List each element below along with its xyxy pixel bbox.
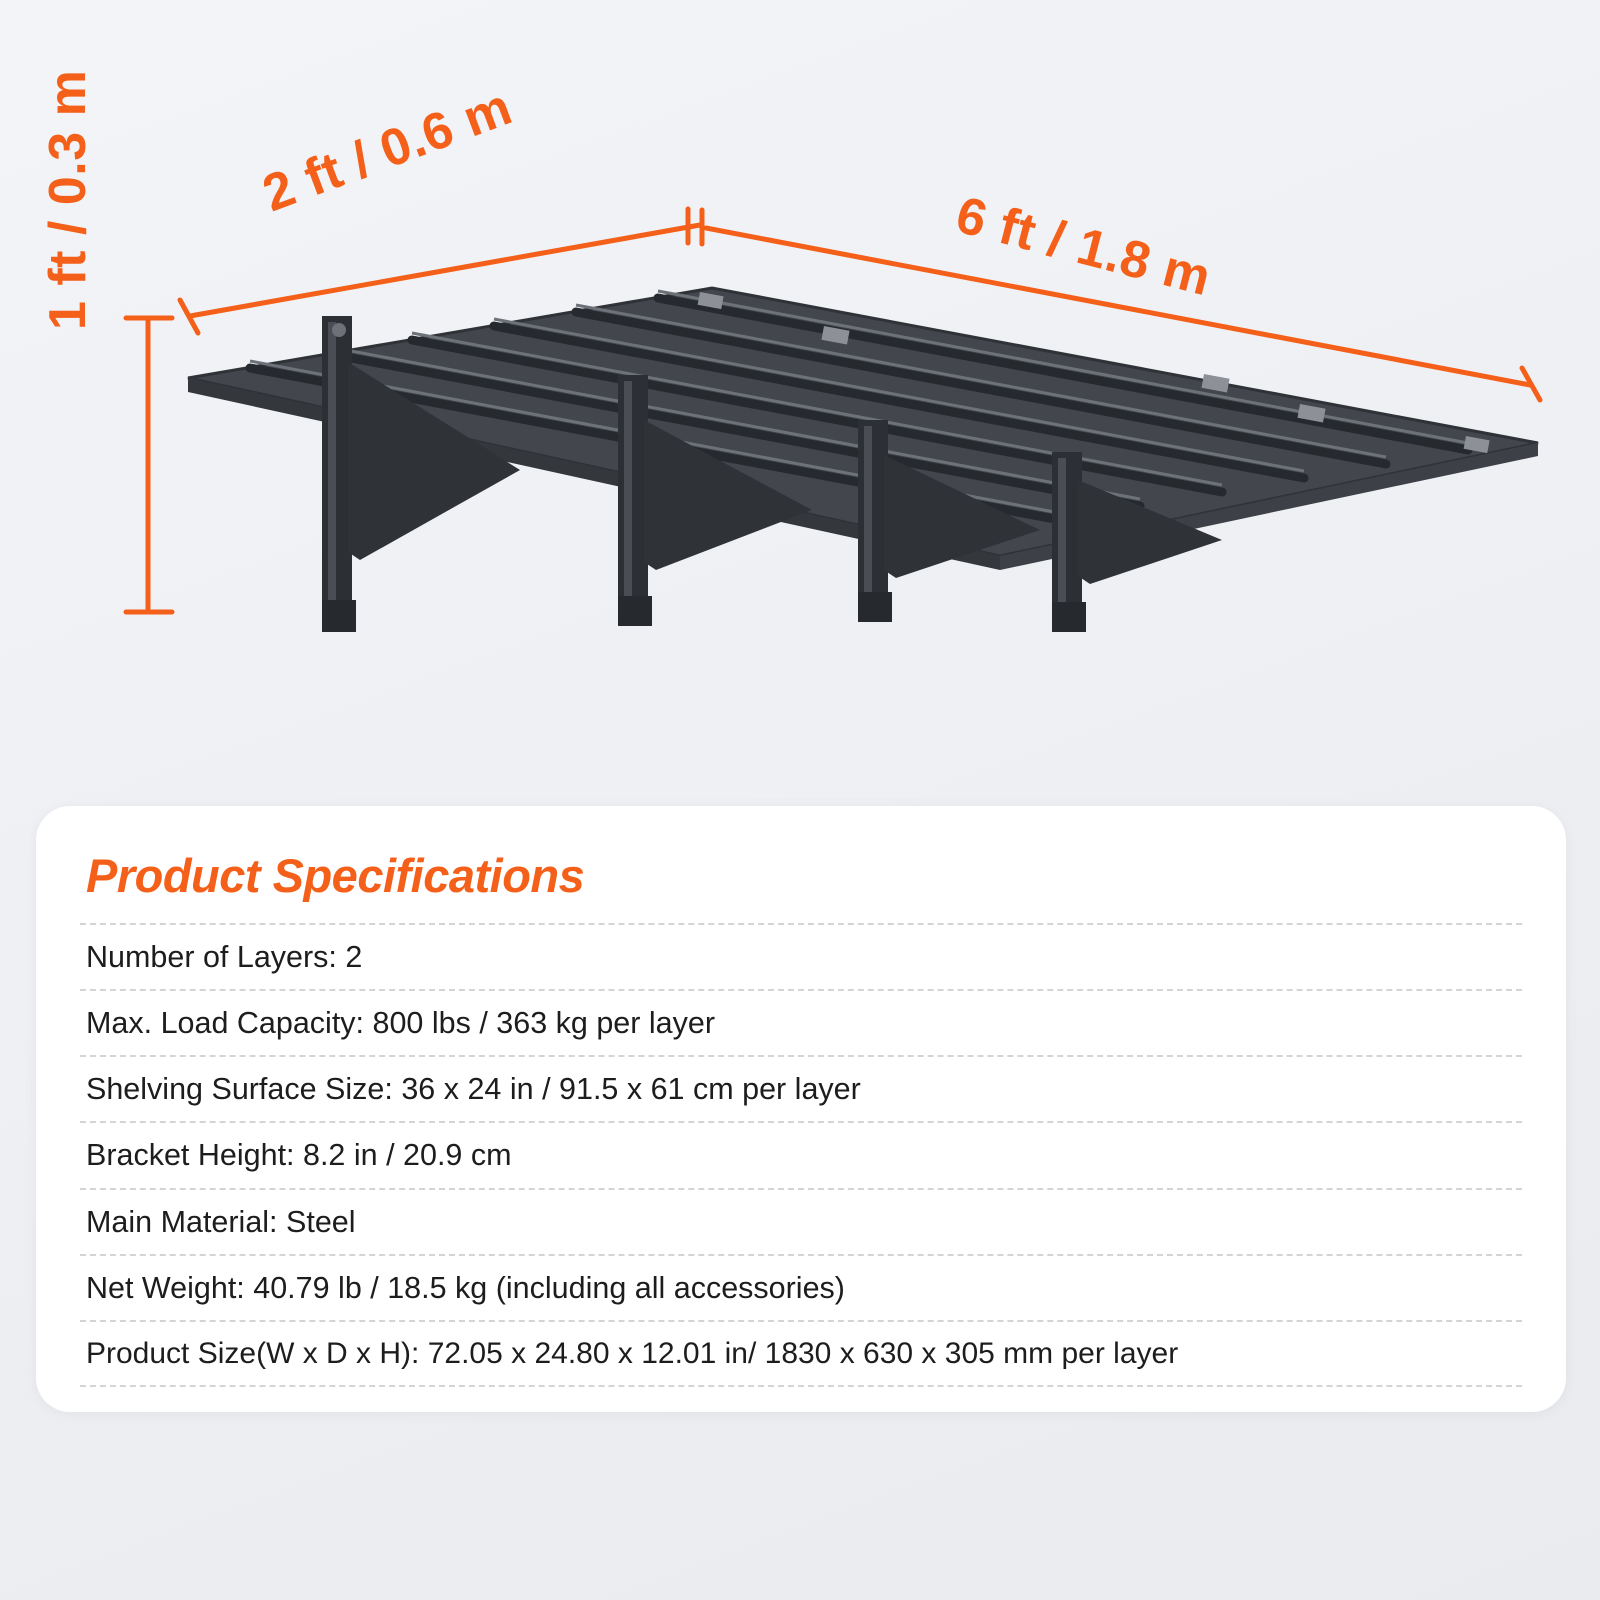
bracket-3-post-highlight [864, 426, 872, 612]
width-dimension-label: 6 ft / 1.8 m [950, 185, 1217, 308]
height-dimension-label: 1 ft / 0.3 m [39, 69, 97, 330]
bracket-3-foot [858, 592, 892, 622]
shelf-frame [188, 288, 1538, 632]
bracket-4-foot [1052, 602, 1086, 632]
bracket-4-post-highlight [1058, 458, 1066, 622]
spec-row: Product Size(W x D x H): 72.05 x 24.80 x 12.01 in/ 1830 x 630 x 305 mm per layer [80, 1320, 1522, 1388]
spec-row: Net Weight: 40.79 lb / 18.5 kg (including all accessories) [80, 1254, 1522, 1320]
spec-list [80, 923, 1522, 1387]
depth-dimension-label: 2 ft / 0.6 m [255, 77, 520, 224]
bracket-1-post-highlight [328, 322, 336, 622]
bracket-1-screw-hole [332, 323, 346, 337]
spec-row: Bracket Height: 8.2 in / 20.9 cm [80, 1121, 1522, 1187]
bracket-1-foot [322, 600, 356, 632]
bracket-1-wall-post [322, 316, 352, 632]
spec-row: Number of Layers: 2 [80, 923, 1522, 989]
bracket-2-wall-post [618, 375, 648, 625]
bracket-3-wall-post [858, 420, 888, 620]
bracket-2-foot [618, 596, 652, 626]
product-specifications-card [36, 806, 1566, 1412]
bracket-2-post-highlight [624, 381, 632, 617]
spec-row: Main Material: Steel [80, 1188, 1522, 1254]
spec-card-title: Product Specifications [86, 849, 585, 902]
spec-row: Max. Load Capacity: 800 lbs / 363 kg per layer [80, 989, 1522, 1055]
spec-row: Shelving Surface Size: 36 x 24 in / 91.5 x 61 cm per layer [80, 1055, 1522, 1121]
